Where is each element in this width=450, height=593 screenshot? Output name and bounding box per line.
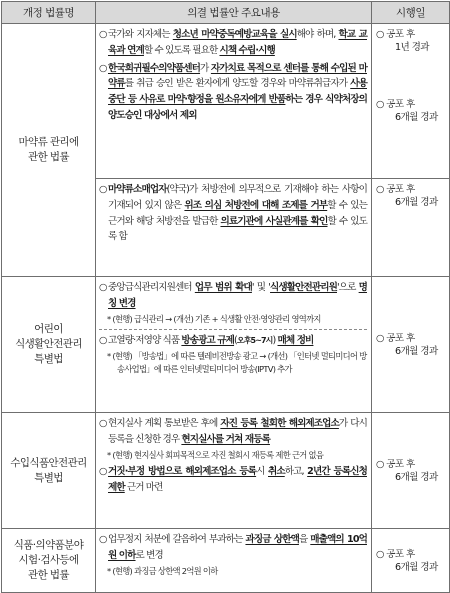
law-name-cell [2,277,96,413]
bullet-icon: ○ [99,534,107,545]
bullet-icon: ○ [99,184,107,195]
header-law-name: 개정 법률명 [2,2,96,24]
law-name-line: 특별법 [34,471,63,484]
content-item: ○ 한국희귀필수의약품센터가 자가치료 목적으로 센터를 통해 수입된 마약류를 취급 승인 받은 환자에게 양도할 경우와 마약류취급자가 사용중단 등 사유로 마약·향정을 원소유자에게 반품하는 경우 식약처장의 양도승인 대상에서 제외 [99,62,367,121]
content-item: ○ 중앙급식관리지원센터 업무 범위 확대' 및 '식생활안전관리원'으로 명칭 변경 [99,282,367,309]
note-text: * (현행) 과징금 상한액 2억원 이하 [107,565,218,576]
enforcement-cell: ○ 공포 후 6개월 경과 [372,179,450,277]
bullet-icon: ○ [376,548,384,560]
enforcement-cell: ○ 공포 후 6개월 경과 [372,413,450,529]
table-row [2,413,450,529]
law-name-line: 관한 법률 [28,151,69,163]
note-text: * (현행) 급식관리 → (개선) 기존 + 식생활 안전·영양관리 영역까지 [107,313,321,324]
content-item: ○ 거짓·부정 방법으로 해외제조업소 등록시 취소하고, 2년간 등록신청 제한 근거 마련 [99,465,367,493]
bullet-icon: ○ [99,29,107,40]
enforcement-cell: ○ 공포 후 6개월 경과 [372,529,450,593]
bullet-icon: ○ [99,62,107,74]
law-amendment-table [1,1,450,593]
bullet-icon: ○ [376,99,384,110]
content-item: ○ 업무정지 처분에 갈음하여 부과하는 과징금 상한액을 매출액의 10억 원 이하로 변경 [99,534,367,561]
bullet-icon: ○ [376,184,384,195]
bullet-icon: ○ [99,418,107,429]
bullet-icon: ○ [376,332,384,344]
law-name-line: 식품·의약품분야 [13,539,84,551]
note-text: * (현행) 현지실사 회피목적으로 자진 철회시 재등록 제한 근거 없음 [107,449,324,460]
law-name-line: 관한 법률 [28,569,69,581]
table-row [2,529,450,593]
enforcement-cell: ○ 공포 후 6개월 경과 [372,277,450,413]
content-cell [96,277,372,413]
header-main-content: 의결 법률안 주요내용 [96,2,372,24]
law-name-cell [2,529,96,593]
content-cell [96,179,372,277]
content-item: ○ 현지실사 계획 통보받은 후에 자진 등록 철회한 해외제조업소가 다시 등록을 신청한 경우 현지실사를 거쳐 재등록 [99,418,367,445]
header-enforcement-date: 시행일 [372,2,450,24]
law-name-line: 특별법 [34,353,63,365]
table-header-row [2,2,450,24]
law-name-line: 마약류 관리에 [18,136,79,148]
note-text: * (현행) 「방송법」에 따른 텔레비전방송 광고 → (개선) 「인터넷 멀티미디어 방송사업법」에 따른 인터넷멀티미디어 방송(IPTV) 추가 [107,350,367,374]
bullet-icon: ○ [376,29,384,40]
table-row [2,277,450,413]
content-cell [96,24,372,179]
law-name-cell [2,413,96,529]
law-name-line: 시험·검사등에 [18,554,79,566]
table-row [2,24,450,179]
content-item: ○ 마약류소매업자(약국)가 처방전에 의무적으로 기재해야 하는 사항이 기재되어 있지 않은 위조 의심 처방전에 대해 조제를 거부할 수 있는 근거와 해당 처방전을 발급한 의료기관에 사실관계를 확인할 수 있도록 함 [99,184,367,243]
content-item: ○ 국가와 지자체는 청소년 마약중독예방교육을 실시해야 하며, 학교 교육과 연계할 수 있도록 필요한 시책 수립·시행 [99,29,367,56]
law-name-line: 수입식품안전관리 [10,456,87,469]
bullet-icon: ○ [99,465,107,477]
bullet-icon: ○ [99,282,107,293]
law-name-cell [2,24,96,277]
content-cell [96,529,372,593]
bullet-icon: ○ [99,334,107,346]
law-name-line: 어린이 [34,323,63,335]
dashed-divider [99,329,367,330]
bullet-icon: ○ [376,458,384,470]
enforcement-cell: ○ 공포 후 1년 경과 ○ 공포 후 6개월 경과 [372,24,450,179]
content-item: ○ 고열량·저영양 식품 방송광고 규제(오후5~7시) 매체 정비 [99,333,367,349]
content-cell [96,413,372,529]
law-name-line: 식생활안전관리 [15,338,82,350]
